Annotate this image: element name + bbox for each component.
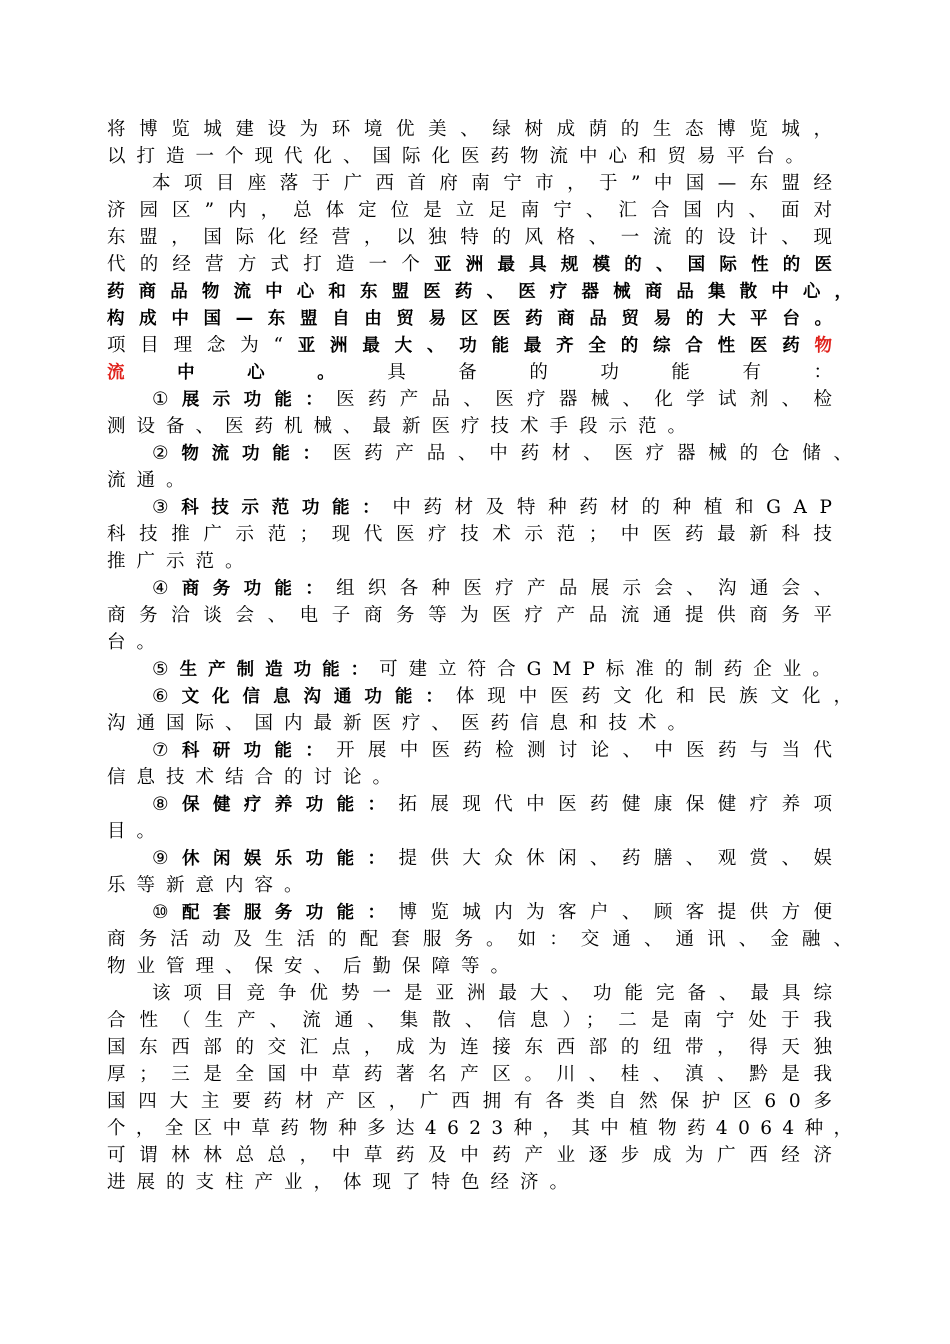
line-content [107, 767, 402, 788]
text-run: ⑦ [152, 740, 182, 761]
text-run: 该项目竞争优势一是亚洲最大、功能完备、最具综 [152, 983, 845, 1004]
line-content [107, 416, 697, 437]
bold-text: 亚洲最大、功能最齐全的综合性医药 [297, 336, 815, 356]
text-line [152, 440, 865, 467]
bold-text: 保健疗养功能： [182, 795, 399, 815]
line-content [107, 1088, 845, 1115]
line-content [107, 197, 846, 224]
text-run: 将博览城建设为环境优美、绿树成荫的生态博览城， [107, 119, 846, 140]
text-line [152, 980, 845, 1007]
line-content [152, 494, 845, 522]
text-line [107, 872, 832, 899]
line-content [107, 1172, 579, 1193]
text-run: 国四大主要药材产区，广西拥有各类自然保护区60多 [107, 1091, 845, 1112]
text-line [107, 1034, 846, 1061]
text-line [107, 332, 847, 359]
line-content [107, 602, 846, 629]
text-line [152, 737, 846, 764]
line-content [107, 146, 815, 167]
text-run: 具备的功能有： [387, 362, 885, 383]
text-line [152, 656, 842, 683]
text-run: ③ [152, 497, 182, 518]
text-line [152, 494, 845, 521]
line-content [107, 116, 846, 143]
bold-text: 休闲娱乐功能： [182, 849, 399, 869]
text-run: 体现中医药文化和民族文化， [455, 686, 865, 707]
line-content [107, 305, 847, 333]
text-run: 台。 [107, 632, 167, 653]
line-content [107, 1115, 862, 1142]
line-content [107, 875, 314, 896]
line-content [107, 1142, 846, 1169]
text-run: 商务活动及生活的配套服务。如：交通、通讯、金融、 [107, 929, 866, 950]
text-run: ⑧ [152, 794, 183, 815]
text-run: 提供大众休闲、药膳、观赏、娱 [398, 848, 846, 869]
text-run: 可建立符合GMP标准的制药企业。 [379, 659, 842, 680]
bold-text: 商务功能： [181, 579, 337, 599]
bold-text: 生产制造功能： [179, 660, 380, 680]
text-line [107, 224, 846, 251]
text-line [107, 359, 885, 386]
text-line [152, 575, 846, 602]
text-run: 商务洽谈会、电子商务等为医疗产品流通提供商务平 [107, 605, 846, 626]
line-content [152, 659, 842, 680]
text-run: 国东西部的交汇点，成为连接东西部的纽带，得天独 [107, 1037, 846, 1058]
bold-text: 构成中国—东盟自由贸易区医药商品贸易的大平台。 [107, 309, 847, 329]
text-run: 医药产品、中药材、医疗器械的仓储、 [332, 443, 865, 464]
line-content [107, 713, 697, 734]
text-run: ⑩ [152, 902, 183, 923]
line-content [152, 845, 845, 873]
text-line [107, 1088, 845, 1115]
line-content [107, 1034, 846, 1061]
text-run: 医药产品、医疗器械、化学试剂、检 [336, 389, 846, 410]
text-run: ⑤ [152, 659, 180, 680]
text-run: ⑥ [152, 686, 182, 707]
text-run: 本项目座落于广西首府南宁市，于”中国—东盟经 [152, 173, 846, 194]
text-run: 东盟，国际化经营，以独特的风格、一流的设计、现 [107, 227, 846, 248]
text-run: 开展中医药检测讨论、中医药与当代 [336, 740, 846, 761]
text-run: 可谓林林总总，中草药及中药产业逐步成为广西经济 [107, 1145, 846, 1166]
line-content [152, 980, 845, 1007]
line-content [107, 278, 866, 306]
text-run: 中药材及特种药材的种植和GAP [392, 497, 845, 518]
bold-text: 物流功能： [181, 444, 333, 464]
text-run: ② [152, 443, 182, 464]
text-line [107, 116, 846, 143]
text-run: 拓展现代中医药健康保健疗养项 [398, 794, 846, 815]
text-run: 组织各种医疗产品展示会、沟通会、 [336, 578, 846, 599]
line-content [107, 926, 865, 953]
text-run: 流通。 [107, 470, 196, 491]
text-line [152, 170, 846, 197]
line-content [152, 575, 845, 603]
text-run: ⑨ [152, 848, 183, 869]
text-run: 济园区”内，总体定位是立足南宁、汇合国内、面对 [107, 200, 847, 221]
line-content [107, 251, 846, 279]
text-line [107, 926, 866, 953]
text-line [107, 1115, 863, 1142]
line-content [107, 1007, 846, 1034]
text-line [152, 845, 846, 872]
text-run: 厚；三是全国中草药著名产区。川、桂、滇、黔是我 [107, 1064, 846, 1085]
bold-text: 科技示范功能： [181, 498, 393, 518]
line-content [107, 521, 846, 548]
text-line [107, 548, 832, 575]
line-content [107, 1061, 846, 1088]
text-run: 乐等新意内容。 [107, 875, 314, 896]
text-line [107, 710, 832, 737]
bold-text: 流 [107, 363, 178, 383]
text-run: 科技推广示范；现代医疗技术示范；中医药最新科技 [107, 524, 846, 545]
text-line [152, 791, 846, 818]
line-content [107, 551, 255, 572]
text-run: 信息技术结合的讨论。 [107, 767, 403, 788]
bold-text: 展示功能： [181, 390, 337, 410]
line-content [107, 821, 166, 842]
line-content [152, 170, 845, 197]
line-content [152, 737, 845, 765]
text-run: 博览城内为客户、顾客提供方便 [398, 902, 846, 923]
text-line [107, 305, 847, 332]
text-run: 目。 [107, 821, 167, 842]
text-run: ④ [152, 578, 182, 599]
text-line [152, 683, 865, 710]
bold-text: 科研功能： [181, 741, 337, 761]
text-line [152, 899, 846, 926]
text-run: 进展的支柱产业，体现了特色经济。 [107, 1172, 580, 1193]
text-run: 以打造一个现代化、国际化医药物流中心和贸易平台。 [107, 146, 816, 167]
text-run: 推广示范。 [107, 551, 255, 572]
text-run: 个，全区中草药物种多达4623种，其中植物药4064种， [107, 1118, 863, 1139]
text-line [107, 953, 832, 980]
line-content [107, 224, 846, 251]
bold-text: 药商品物流中心和东盟医药、医疗器械商品集散中心， [107, 282, 867, 302]
text-line [107, 764, 832, 791]
line-content [107, 632, 166, 653]
text-line [107, 251, 847, 278]
line-content [152, 386, 845, 414]
text-line [107, 143, 852, 170]
line-content [107, 470, 196, 491]
line-content [152, 440, 865, 468]
text-line [107, 1169, 832, 1196]
text-line [107, 602, 846, 629]
line-content [152, 791, 845, 819]
text-line [107, 467, 832, 494]
line-content [107, 332, 847, 360]
line-content [152, 899, 845, 927]
bold-text: 亚洲最具规模的、国际性的医 [434, 255, 847, 275]
bold-text: 中心。 [177, 363, 388, 383]
text-run: 测设备、医药机械、最新医疗技术手段示范。 [107, 416, 698, 437]
text-run: 合性（生产、流通、集散、信息）；二是南宁处于我 [107, 1010, 847, 1031]
text-run: 代的经营方式打造一个 [107, 254, 435, 275]
line-content [107, 956, 520, 977]
text-run: 物业管理、保安、后勤保障等。 [107, 956, 521, 977]
line-content [107, 359, 885, 387]
bold-text: 配套服务功能： [182, 903, 399, 923]
bold-text: 物 [814, 336, 847, 356]
text-line [107, 278, 867, 305]
text-line [107, 1007, 847, 1034]
text-line [107, 521, 846, 548]
text-run: 项目理念为“ [107, 335, 298, 356]
text-line [107, 629, 832, 656]
line-content [152, 683, 865, 711]
text-line [107, 818, 832, 845]
text-line [152, 386, 846, 413]
text-run: ① [152, 389, 182, 410]
text-run: 沟通国际、国内最新医疗、医药信息和技术。 [107, 713, 698, 734]
bold-text: 文化信息沟通功能： [181, 687, 456, 707]
text-line [107, 413, 832, 440]
text-line [107, 1061, 846, 1088]
text-line [107, 1142, 846, 1169]
text-line [107, 197, 847, 224]
